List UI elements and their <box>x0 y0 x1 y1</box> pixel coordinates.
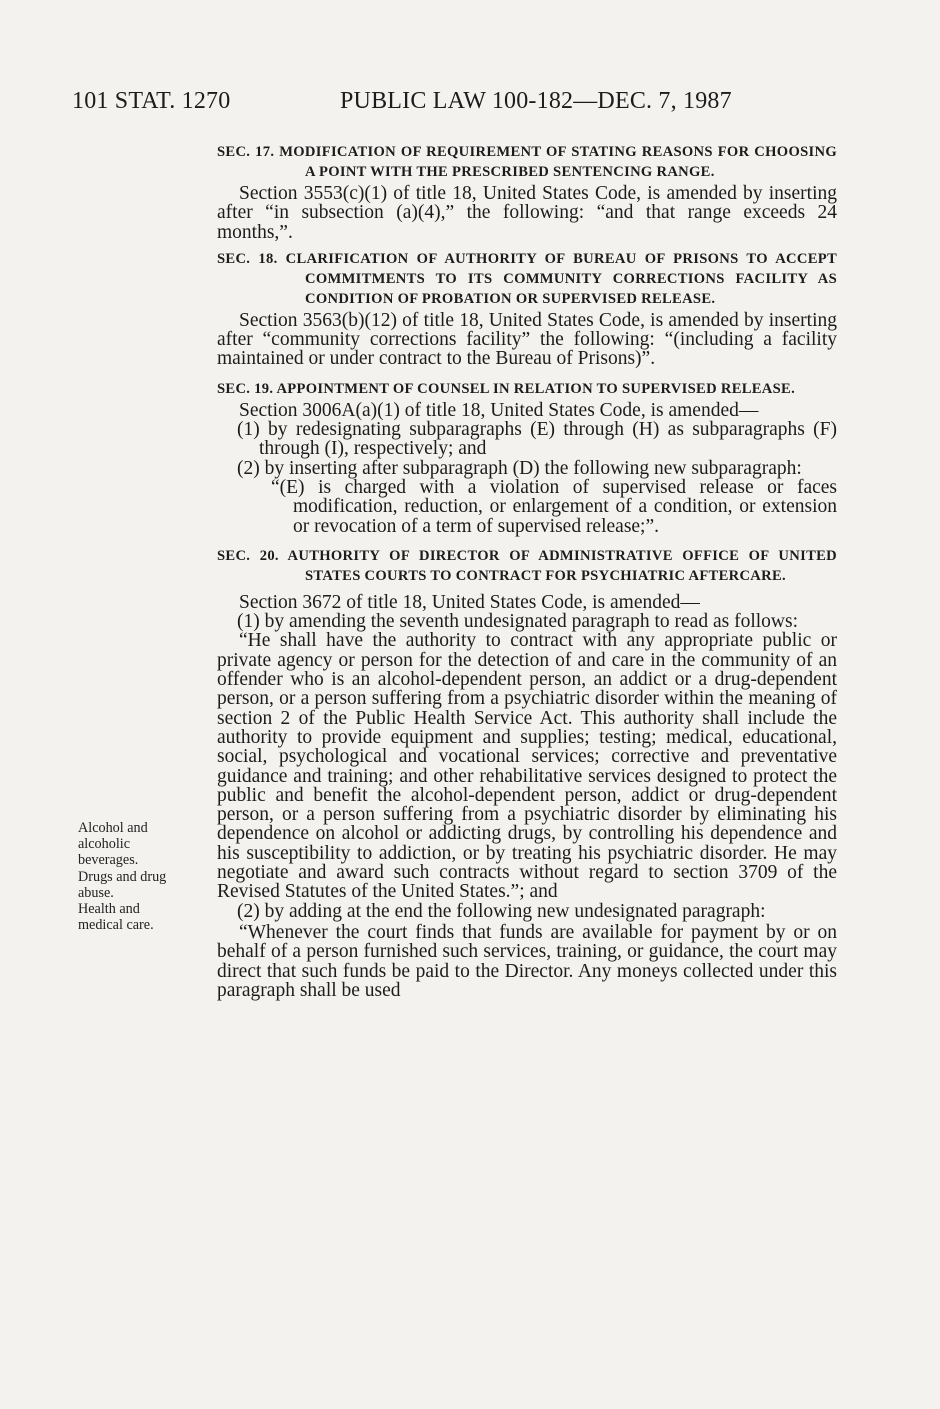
margin-note-line: abuse. <box>78 884 114 901</box>
section-20-heading: SEC. 20. AUTHORITY OF DIRECTOR OF ADMINISTRATIVE OFFICE OF UNITED STATES COURTS TO CONTRACT FOR PSYCHIATRIC AFTERCARE. <box>217 547 837 584</box>
margin-note-line: Alcohol and <box>78 820 148 836</box>
section-17-heading: SEC. 17. MODIFICATION OF REQUIREMENT OF STATING REASONS FOR CHOOSING A POINT WITH THE PRESCRIBED SENTENCING RANGE. <box>217 144 837 180</box>
section-20-quoted-paragraph: “He shall have the authority to contract with any appropriate public or private agency or person for the detection of and care in the community of an offender who is an alcohol-dependent person, an addict or a drug-dependent person, or a person suffering from a psychiatric disorder within the meaning of section 2 of the Public Health Service Act. This authority shall include the authority to provide equipment and supplies; testing; medical, educational, social, psychological and vocational services; corrective and preventative guidance and training; and other rehabilitative services designed to protect the public and benefit the alcohol-dependent person, addict or drug-dependent person, or a person suffering from a psychiatric disorder by eliminating his dependence on alcohol or addicting drugs, by controlling his dependence and his susceptibility to addiction, or by treating his psychiatric disorder. He may negotiate and award such contracts without regard to section 3709 of the Revised Statutes of the United States.”; and <box>217 630 837 903</box>
section-20-intro: Section 3672 of title 18, United States Code, is amended— <box>239 591 700 613</box>
margin-note-line: beverages. <box>78 852 139 869</box>
section-19-intro: Section 3006A(a)(1) of title 18, United States Code, is amended— <box>239 399 759 421</box>
section-20-item-2: (2) by adding at the end the following new undesignated paragraph: <box>237 900 766 922</box>
margin-note <box>78 820 208 933</box>
margin-note-line: alcoholic <box>78 836 130 853</box>
page-body <box>217 142 837 1000</box>
public-law-reference: PUBLIC LAW 100-182—DEC. 7, 1987 <box>340 88 732 114</box>
section-19-item-2: (2) by inserting after subparagraph (D) the following new subparagraph: <box>237 457 802 479</box>
statute-reference: 101 STAT. 1270 <box>72 88 231 114</box>
section-19-item-1: (1) by redesignating subparagraphs (E) through (H) as subparagraphs (F) through (I), respectively; and <box>237 419 837 460</box>
section-18-heading: SEC. 18. CLARIFICATION OF AUTHORITY OF BUREAU OF PRISONS TO ACCEPT COMMITMENTS TO ITS COMMUNITY CORRECTIONS FACILITY AS CONDITION OF PROBATION OR SUPERVISED RELEASE. <box>217 250 837 307</box>
section-20-quoted-paragraph-2: “Whenever the court finds that funds are available for payment by or on behalf of a person furnished such services, training, or guidance, the court may direct that such funds be paid to the Director. Any moneys collected under this paragraph shall be used <box>217 921 837 1001</box>
margin-note-line: Drugs and drug <box>78 868 167 885</box>
section-19-quoted-text: “(E) is charged with a violation of supervised release or faces modification, reduction, or enlargement of a condition, or extension or revocation of a term of supervised release;”. <box>271 476 837 537</box>
margin-note-line: medical care. <box>78 917 154 934</box>
section-18-text: Section 3563(b)(12) of title 18, United States Code, is amended by inserting after “community corrections facility” the following: “(including a facility maintained or under contract to the Bureau of Prisons)”. <box>217 309 837 370</box>
section-17-text: Section 3553(c)(1) of title 18, United States Code, is amended by inserting after “in subsection (a)(4),” the following: “and that range exceeds 24 months,”. <box>217 183 837 243</box>
section-19-heading: SEC. 19. APPOINTMENT OF COUNSEL IN RELATION TO SUPERVISED RELEASE. <box>217 380 796 397</box>
margin-note-line: Health and <box>78 901 140 918</box>
section-20-item-1: (1) by amending the seventh undesignated paragraph to read as follows: <box>237 611 798 633</box>
